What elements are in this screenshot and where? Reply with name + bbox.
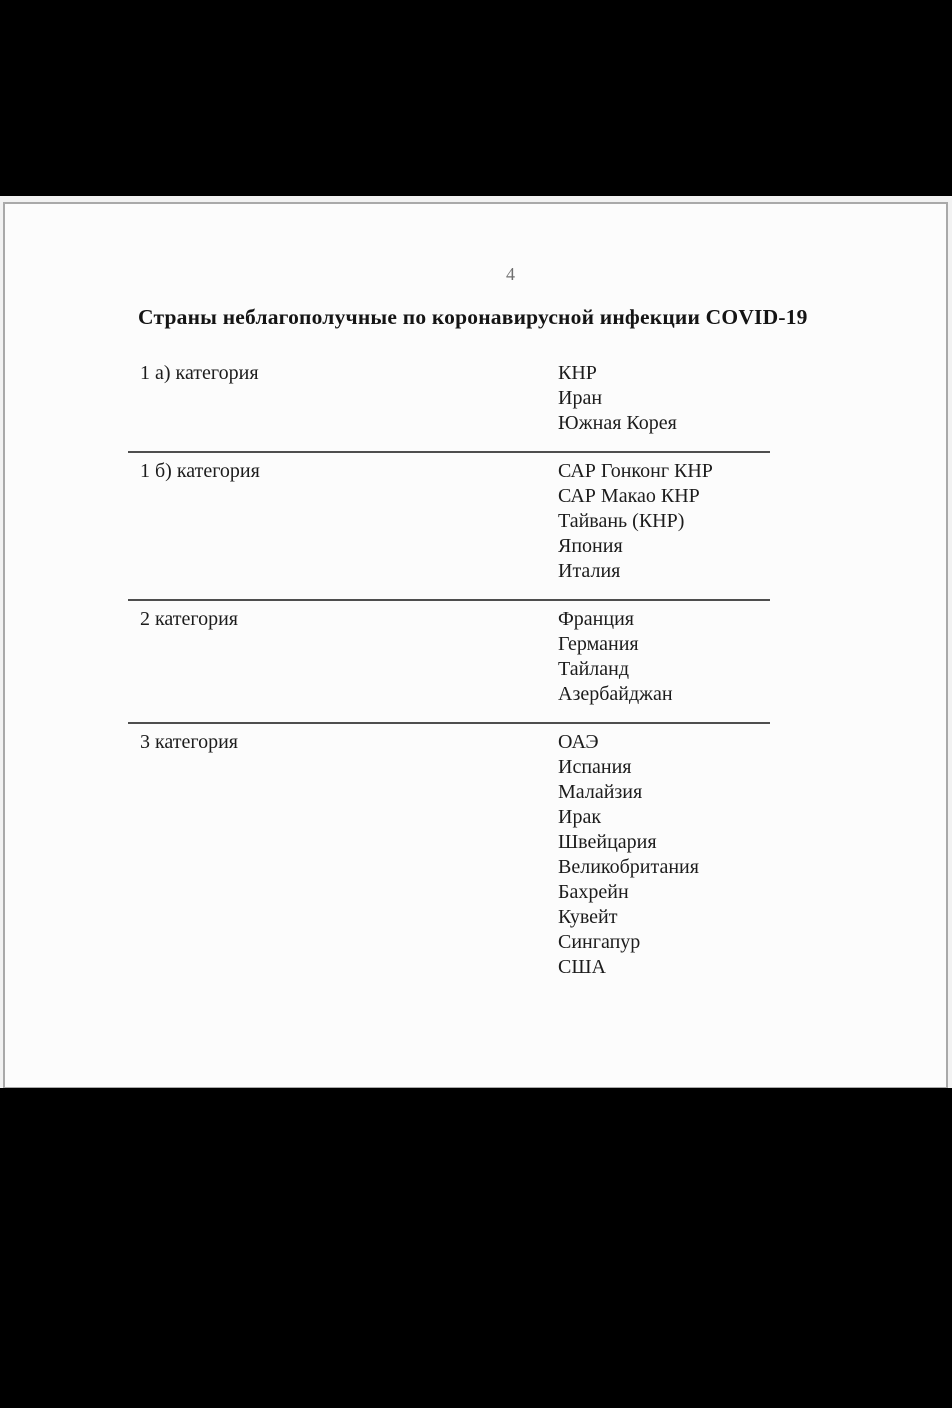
- country-item: САР Гонконг КНР: [558, 460, 713, 482]
- country-item: Италия: [558, 560, 621, 582]
- country-item: Германия: [558, 633, 639, 655]
- country-item: Тайланд: [558, 658, 630, 680]
- category-section: [128, 599, 770, 722]
- page-number: 4: [506, 264, 516, 284]
- country-item: Великобритания: [558, 856, 699, 878]
- category-label: 3 категория: [140, 731, 238, 753]
- category-table: [128, 355, 770, 995]
- country-item: КНР: [558, 362, 597, 384]
- document-viewer: [0, 196, 952, 1088]
- category-section: [128, 355, 770, 451]
- country-item: Франция: [558, 608, 634, 630]
- country-item: Азербайджан: [558, 683, 673, 705]
- page-number-row: [135, 204, 887, 285]
- country-list: [558, 607, 673, 707]
- country-item: Сингапур: [558, 931, 641, 953]
- category-label: 2 категория: [140, 608, 238, 630]
- country-item: Малайзия: [558, 781, 643, 803]
- country-item: Швейцария: [558, 831, 657, 853]
- country-item: США: [558, 956, 606, 978]
- category-label: 1 а) категория: [140, 362, 259, 384]
- country-item: Кувейт: [558, 906, 618, 928]
- letterbox-top: [0, 0, 952, 196]
- country-item: Тайвань (КНР): [558, 510, 685, 532]
- country-item: ОАЭ: [558, 731, 599, 753]
- category-section: [128, 722, 770, 995]
- country-item: Ирак: [558, 806, 602, 828]
- country-item: Япония: [558, 535, 623, 557]
- document-title: Страны неблагополучные по коронавирусной инфекции COVID-19: [138, 305, 808, 329]
- letterbox-bottom: [0, 1088, 952, 1408]
- country-item: САР Макао КНР: [558, 485, 700, 507]
- country-item: Иран: [558, 387, 603, 409]
- country-item: Южная Корея: [558, 412, 677, 434]
- country-list: [558, 730, 699, 980]
- category-label: 1 б) категория: [140, 460, 260, 482]
- category-section: [128, 451, 770, 599]
- country-item: Испания: [558, 756, 632, 778]
- country-list: [558, 459, 713, 584]
- document-page: [3, 202, 948, 1088]
- country-list: [558, 361, 677, 436]
- country-item: Бахрейн: [558, 881, 629, 903]
